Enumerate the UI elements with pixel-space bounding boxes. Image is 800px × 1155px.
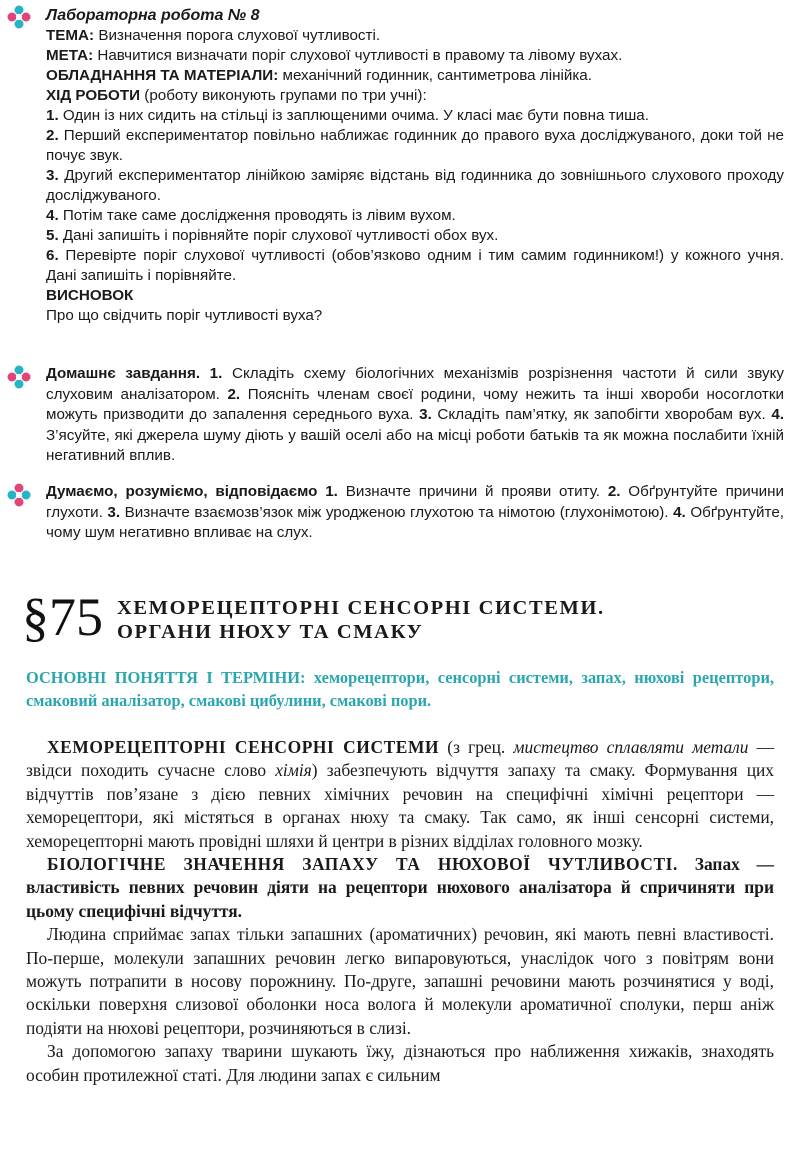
paragraph: БІОЛОГІЧНЕ ЗНАЧЕННЯ ЗАПАХУ ТА НЮХОВОЇ ЧУТЛИВОСТІ. Запах — властивість певних речовин діяти на рецептори нюхового аналізатора й спричиняти при цьому специфічні відчуття. bbox=[26, 854, 774, 921]
lab-goal: МЕТА: Навчитися визначати поріг слухової чутливості в правому та лівому вухах. bbox=[46, 47, 623, 64]
paragraph: ХЕМОРЕЦЕПТОРНІ СЕНСОРНІ СИСТЕМИ (з грец. мистецтво сплавляти метали — звідси походить сучасне слово хімія) забезпечують відчуття запаху та смаку. Формування цих відчуттів пов’язане з дією певних хімічних речовин на специфічні хімічні рецептори — хеморецептори, які містяться в органах нюху та смаку. Так само, як інші сенсорні системи, хеморецепторні мають провідні шляхи й центри в різних відділах головного мозку. bbox=[26, 737, 775, 851]
lab-equipment: ОБЛАДНАННЯ ТА МАТЕРІАЛИ: механічний годинник, сантиметрова лінійка. bbox=[46, 67, 592, 84]
think-answer-block bbox=[14, 482, 784, 544]
lab-work-block bbox=[14, 6, 784, 326]
lab-conclusion-label: ВИСНОВОК bbox=[46, 287, 134, 304]
lab-step: 4. Потім таке саме дослідження проводять із лівим вухом. bbox=[46, 207, 456, 224]
paragraph: За допомогою запаху тварини шукають їжу, дізнаються про наближення хижаків, знаходять особин протилежної статі. Для людини запах є сильним bbox=[26, 1041, 774, 1085]
lab-topic: ТЕМА: Визначення порога слухової чутливості. bbox=[46, 27, 381, 44]
think-answer-text: Думаємо, розуміємо, відповідаємо 1. Визначте причини й прояви отиту. 2. Обґрунтуйте причини глухоти. 3. Визначте взаємозв’язок між уродженою глухотою та німотою (глухонімотою). 4. Обґрунтуйте, чому шум негативно впливає на слух. bbox=[46, 483, 784, 541]
homework-block bbox=[14, 364, 784, 467]
lab-title: Лабораторна робота № 8 bbox=[46, 7, 260, 24]
lab-step: 3. Другий експериментатор лінійкою заміряє відстань від годинника до зовнішнього слухового проходу досліджуваного. bbox=[46, 167, 784, 204]
lab-conclusion-question: Про що свідчить поріг чутливості вуха? bbox=[46, 307, 323, 324]
paragraph: Людина сприймає запах тільки запашних (ароматичних) речовин, які мають певні властивості. По-перше, молекули запашних речовин легко випаровуються, унаслідок чого з повітрям вони можуть потрапити в носову порожнину. По-друге, запашні речовини мають розчинятися у воді, оскільки поверхня слизової оболонки носа волога й молекули ароматичної сполуки, перш аніж подіяти на нюхові рецептори, розчиняються в слизі. bbox=[26, 924, 774, 1038]
lab-procedure: ХІД РОБОТИ (роботу виконують групами по три учні): bbox=[46, 87, 427, 104]
lab-step: 1. Один із них сидить на стільці із заплющеними очима. У класі має бути повна тиша. bbox=[46, 107, 649, 124]
lab-step: 5. Дані запишіть і порівняйте поріг слухової чутливості обох вух. bbox=[46, 227, 499, 244]
lab-step: 6. Перевірте поріг слухової чутливості (обов’язково одним і тим самим годинником!) у кожного учня. Дані запишіть і порівняйте. bbox=[46, 247, 784, 284]
section-title-line: ХЕМОРЕЦЕПТОРНІ СЕНСОРНІ СИСТЕМИ. bbox=[117, 597, 605, 619]
lab-step: 2. Перший експериментатор повільно наближає годинник до правого вуха досліджуваного, доки той не почує звук. bbox=[46, 127, 784, 164]
section-body bbox=[26, 736, 774, 1087]
key-terms: ОСНОВНІ ПОНЯТТЯ І ТЕРМІНИ: хеморецептори, сенсорні системи, запах, нюхові рецептори, смаковий аналізатор, смакові цибулини, смакові пори. bbox=[26, 668, 774, 710]
section-number: §75 bbox=[22, 587, 103, 647]
homework-text: Домашнє завдання. 1. Складіть схему біологічних механізмів розрізнення частоти й сили звуку слуховим аналізатором. 2. Поясніть членам своєї родини, чому нежить та інші хвороби носоглотки можуть призводити до запалення середнього вуха. 3. Складіть пам’ятку, як запобігти хворобам вух. 4. З’ясуйте, які джерела шуму діють у вашій оселі або на місці роботи батьків та як можна послабити їхній негативний вплив. bbox=[46, 365, 785, 464]
section-title-line: ОРГАНИ НЮХУ ТА СМАКУ bbox=[117, 621, 424, 643]
section-title bbox=[117, 596, 777, 644]
